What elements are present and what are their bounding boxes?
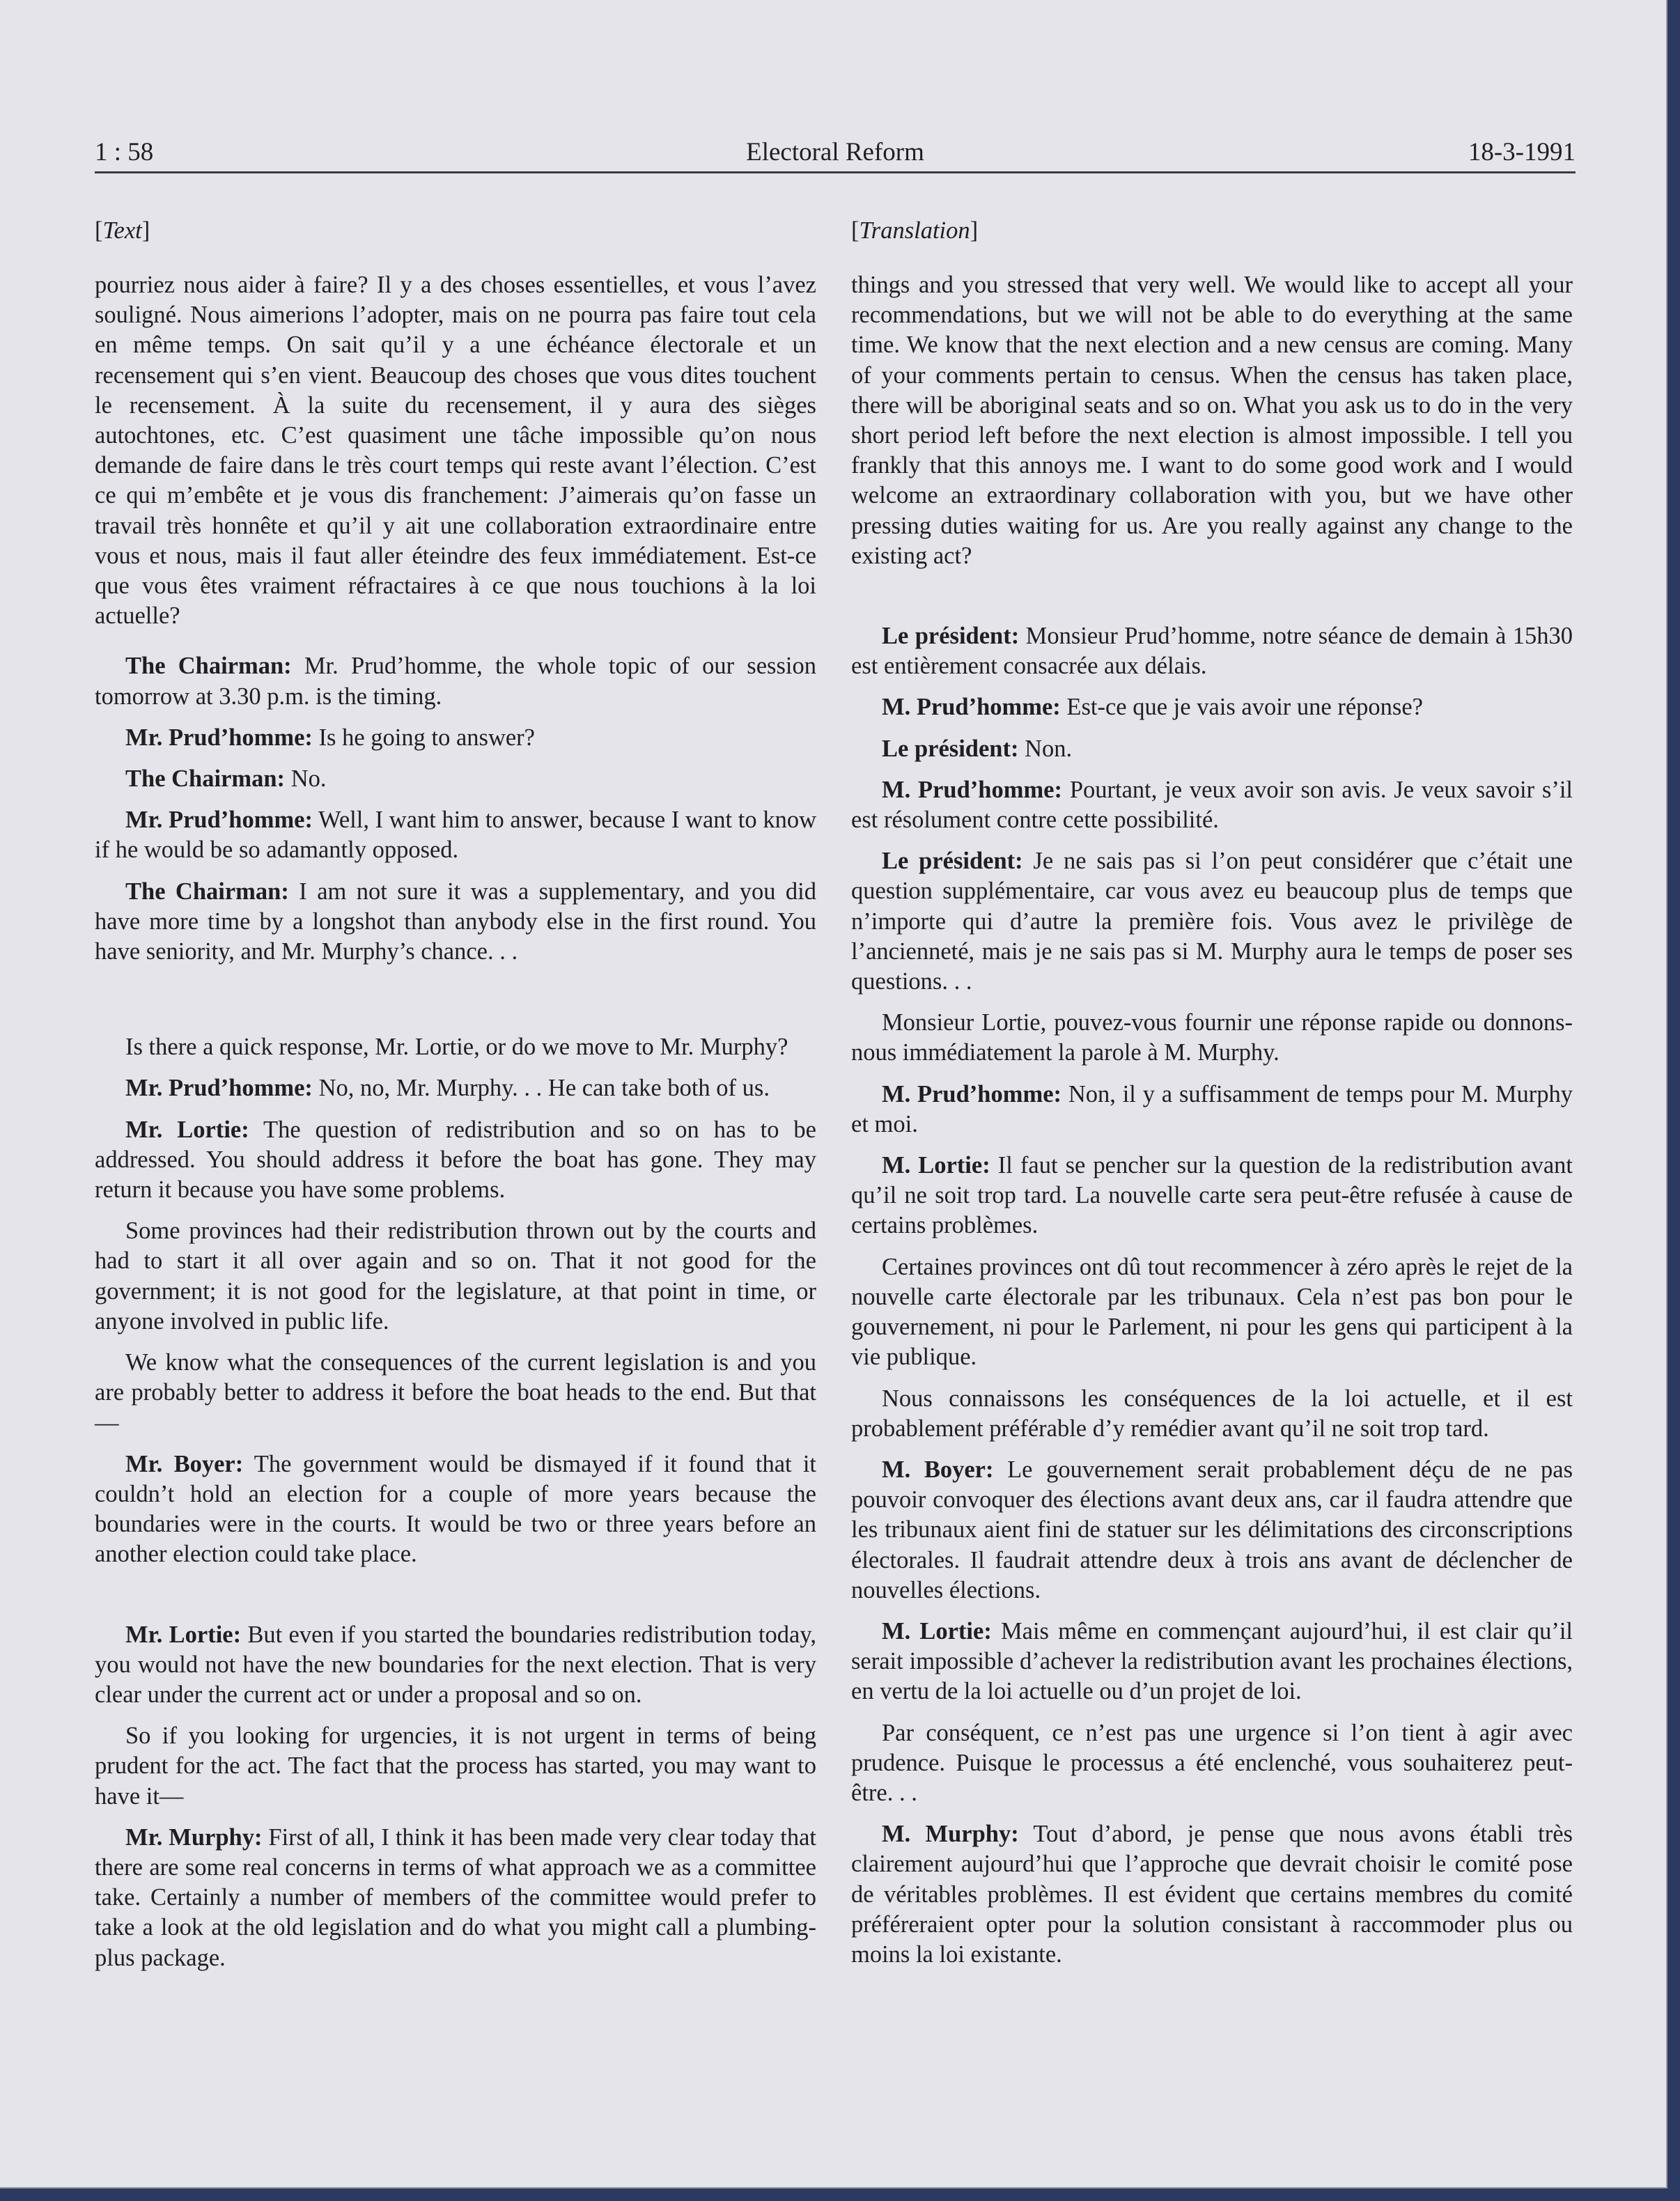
paragraph-text: The question of redistribution and so on has to be addressed. You should address it before the boat has gone. They may return it because you have some problems. [95, 1116, 816, 1204]
paragraph [851, 1617, 1573, 1707]
paragraph-text: Le gouvernement serait probablement déçu de ne pas pouvoir convoquer des élections avant deux ans, car il faudra attendre que les tribunaux aient fini de statuer sur les délimitations des circonscriptions électorales. Il faudrait attendre deux à trois ans avant de déclencher de nouvelles élections. [851, 1456, 1573, 1603]
paragraph-text: Nous connaissons les conséquences de la loi actuelle, et il est probablement préférable d’y remédier avant qu’il ne soit trop tard. [851, 1385, 1573, 1442]
speaker-name: Mr. Lortie: [125, 1116, 249, 1143]
paragraph [95, 270, 816, 631]
speaker-name: Le président: [882, 623, 1020, 650]
paragraph-text: Il faut se pencher sur la question de la redistribution avant qu’il ne soit trop tard. La nouvelle carte sera peut-être refusée à cause de certains problèmes. [851, 1152, 1573, 1239]
paragraph-text: So if you looking for urgencies, it is not urgent in terms of being prudent for the act. The fact that the process has started, you may want to have it— [95, 1722, 816, 1810]
paragraph-text: Mais même en commençant aujourd’hui, il est clair qu’il serait impossible d’achever la redistribution avant les prochaines élections, en vertu de la loi actuelle ou d’un projet de loi. [851, 1617, 1573, 1705]
paragraph [851, 846, 1573, 997]
speaker-name: Le président: [882, 735, 1019, 762]
column-label: [Translation] [851, 217, 979, 244]
paragraph-text: Mr. Prud’homme, the whole topic of our session tomorrow at 3.30 p.m. is the timing. [95, 653, 816, 710]
speaker-name: M. Prud’homme: [882, 776, 1062, 803]
paragraph [851, 1718, 1573, 1809]
paragraph-text: I am not sure it was a supplementary, and you did have more time by a longshot than anybody else in the first round. You have seniority, and Mr. Murphy’s chance. . . [95, 878, 816, 965]
speaker-name: Mr. Boyer: [125, 1450, 244, 1477]
column-label: [Text] [95, 217, 150, 244]
page-date: 18-3-1991 [1468, 138, 1576, 166]
paragraph [851, 1080, 1573, 1140]
paragraph [95, 1073, 816, 1103]
speaker-name: M. Boyer: [882, 1456, 994, 1483]
paragraph-text: things and you stressed that very well. We would like to accept all your recommendations, but we will not be able to do everything at the same time. We know that the next election and a new census are coming. Many of your comments pertain to census. When the census has taken place, there will be aboriginal seats and so on. What you ask us to do in the very short period left before the next election is almost impossible. I tell you frankly that this annoys me. I want to do some good work and I would welcome an extraordinary collaboration with you, but we have other pressing duties waiting for us. Are you really against any change to the existing act? [851, 272, 1573, 569]
paragraph-text: Je ne sais pas si l’on peut considérer que c’était une question supplémentaire, car vous avez eu beaucoup plus de temps que n’importe qui d’autre la première fois. Vous avez le privilège de l’ancienneté, mais je ne sais pas si M. Murphy aura le temps de poser ses questions. . . [851, 848, 1573, 995]
paragraph [95, 651, 816, 711]
speaker-name: M. Lortie: [882, 1617, 992, 1644]
paragraph [851, 1455, 1573, 1605]
paragraph [95, 1032, 816, 1062]
paragraph [851, 621, 1573, 681]
paragraph [95, 1115, 816, 1206]
paragraph-text: Monsieur Lortie, pouvez-vous fournir une réponse rapide ou donnons-nous immédiatement la parole à M. Murphy. [851, 1009, 1573, 1066]
paragraph-text: Pourtant, je veux avoir son avis. Je veux savoir s’il est résolument contre cette possibilité. [851, 776, 1573, 834]
paragraph [95, 723, 816, 753]
paragraph [851, 1384, 1573, 1444]
speaker-name: M. Lortie: [882, 1152, 990, 1179]
paragraph-text: The government would be dismayed if it found that it couldn’t hold an election for a couple of more years because the boundaries were in the courts. It would be two or three years before an another election could take place. [95, 1450, 816, 1568]
paragraph-text: Some provinces had their redistribution thrown out by the courts and had to start it all over again and so on. That it not good for the government; it is not good for the legislature, at that point in time, or anyone involved in public life. [95, 1218, 816, 1335]
paragraph-text: Well, I want him to answer, because I want to know if he would be so adamantly opposed. [95, 807, 816, 864]
paragraph-text: Est-ce que je vais avoir une réponse? [1060, 694, 1423, 721]
paragraph [851, 734, 1573, 764]
speaker-name: M. Prud’homme: [882, 694, 1061, 721]
paragraph-text: Is he going to answer? [312, 724, 535, 751]
paragraph [95, 805, 816, 865]
paragraph [851, 270, 1573, 571]
speaker-name: The Chairman: [125, 653, 292, 680]
paragraph [95, 764, 816, 794]
speaker-name: Mr. Prud’homme: [125, 1075, 313, 1102]
paragraph-text: But even if you started the boundaries redistribution today, you would not have the new boundaries for the next election. That is very clear under the current act or under a proposal and so on. [95, 1621, 816, 1708]
paragraph-text: First of all, I think it has been made very clear today that there are some real concerns in terms of what approach we as a committee take. Certainly a number of members of the committee would prefer to take a look at the old legislation and do what you might call a plumbing-plus package. [95, 1823, 817, 1971]
paragraph-text: No. [285, 765, 327, 793]
paragraph [95, 1348, 816, 1438]
paragraph-text: Par conséquent, ce n’est pas une urgence si l’on tient à agir avec prudence. Puisque le processus a été enclenché, vous souhaiterez peut-être. . . [851, 1719, 1573, 1806]
paragraph [851, 1151, 1573, 1241]
paragraph-text: pourriez nous aider à faire? Il y a des choses essentielles, et vous l’avez souligné. Nous aimerions l’adopter, mais on ne pourra pas faire tout cela en même temps. On sait qu’il y a une échéance électorale et un recensement qui s’en vient. Beaucoup des choses que vous dites touchent le recensement. À la suite du recensement, il y aura des sièges autochtones, etc. C’est quasiment une tâche impossible qu’on nous demande de faire dans le très court temps qui reste avant l’élection. C’est ce qui m’embête et je vous dis franchement: J’aimerais qu’on fasse un travail très honnête et qu’il y ait une collaboration extraordinaire entre vous et nous, mais il faut aller éteindre des feux immédiatement. Est-ce que vous êtes vraiment réfractaires à ce que nous touchions à la loi actuelle? [95, 272, 816, 630]
paragraph-text: Monsieur Prud’homme, notre séance de demain à 15h30 est entièrement consacrée aux délais. [851, 623, 1573, 680]
paragraph [95, 1449, 816, 1570]
paragraph-text: Tout d’abord, je pense que nous avons établi très clairement aujourd’hui que l’approche que devrait choisir le comité pose de véritables problèmes. Il est évident que certains membres du comité préféreraient opter pour la solution consistant à raccommoder plus ou moins la loi existante. [851, 1821, 1573, 1968]
speaker-name: M. Murphy: [882, 1821, 1019, 1848]
paragraph-text: Certaines provinces ont dû tout recommencer à zéro après le rejet de la nouvelle carte électorale par les tribunaux. Cela n’est pas bon pour le gouvernement, ni pour le Parlement, ni pour les gens qui participent à la vie publique. [851, 1253, 1573, 1371]
speaker-name: Mr. Prud’homme: [125, 807, 313, 834]
paragraph [95, 1823, 816, 1973]
column-label-text: Text [102, 217, 142, 244]
speaker-name: Mr. Lortie: [125, 1621, 242, 1648]
paragraph-text: No, no, Mr. Murphy. . . He can take both of us. [312, 1075, 770, 1102]
paragraph [851, 775, 1573, 835]
paragraph [95, 1216, 816, 1337]
paragraph [95, 1620, 816, 1711]
speaker-name: Mr. Prud’homme: [125, 724, 313, 751]
paragraph [851, 1819, 1573, 1970]
paragraph-text: Non, il y a suffisamment de temps pour M. Murphy et moi. [851, 1080, 1573, 1137]
speaker-name: The Chairman: [125, 765, 286, 793]
speaker-name: M. Prud’homme: [882, 1080, 1061, 1107]
paragraph [95, 1721, 816, 1812]
speaker-name: The Chairman: [125, 878, 289, 905]
paragraph [851, 1252, 1573, 1373]
page-header [95, 132, 1576, 173]
right-column [851, 216, 1573, 1970]
paragraph-text: Non. [1018, 735, 1073, 762]
paragraph [851, 692, 1573, 722]
paragraph [95, 877, 816, 967]
paragraph [851, 1008, 1573, 1068]
column-label-text: Translation [859, 217, 970, 244]
speaker-name: Mr. Murphy: [125, 1823, 263, 1851]
page-title: Electoral Reform [746, 138, 924, 166]
paragraph-text: Is there a quick response, Mr. Lortie, or do we move to Mr. Murphy? [125, 1034, 788, 1061]
paragraph-text: We know what the consequences of the current legislation is and you are probably better to address it before the boat heads to the end. But that— [95, 1349, 816, 1436]
left-column [95, 216, 816, 1973]
speaker-name: Le président: [882, 848, 1023, 875]
page-number: 1 : 58 [95, 138, 154, 166]
